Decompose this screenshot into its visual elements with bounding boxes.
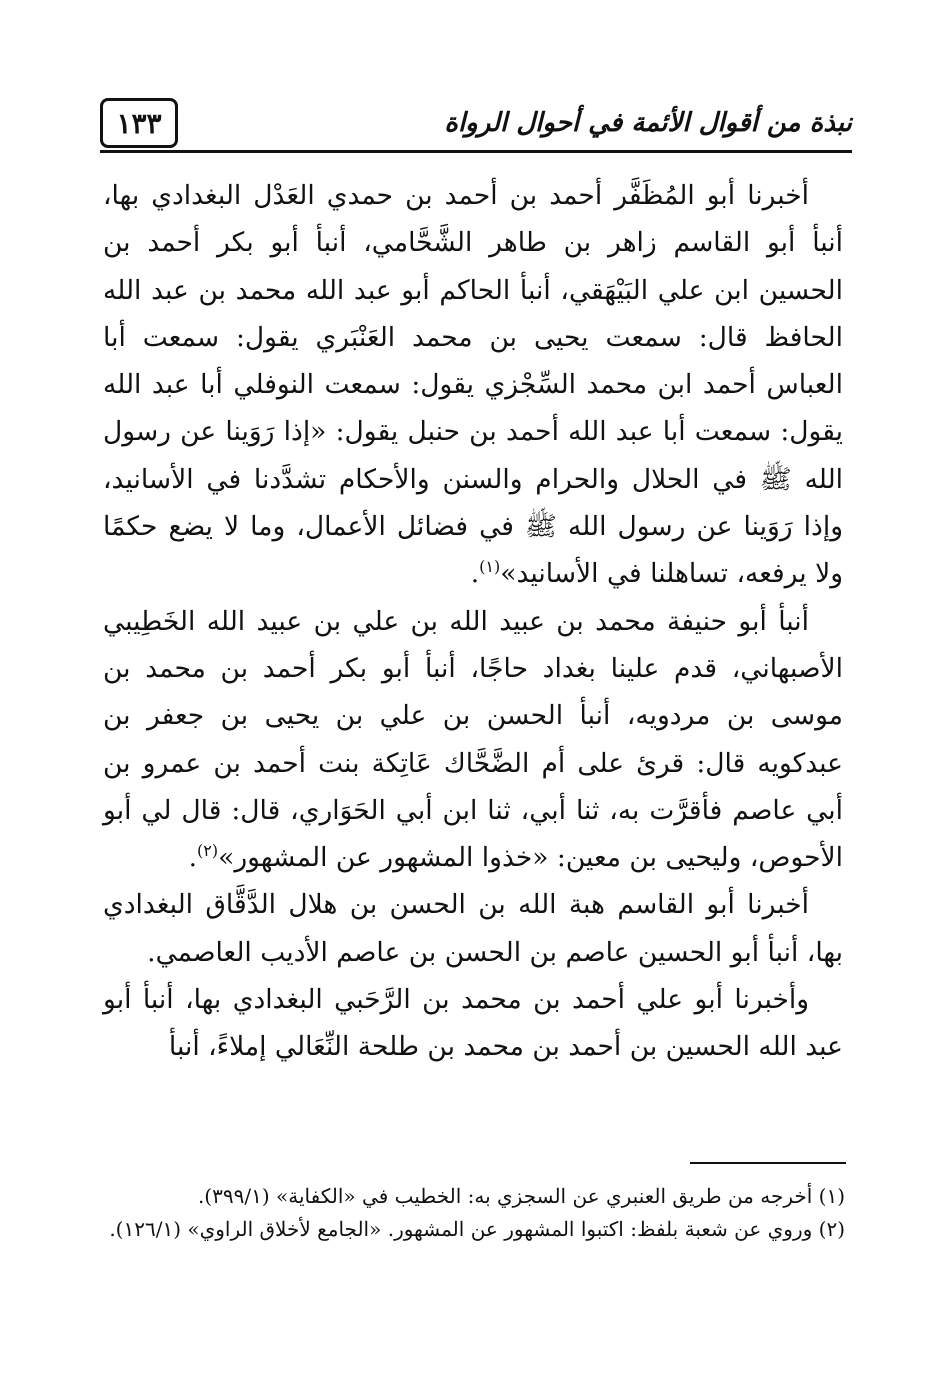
footnote-separator <box>690 1162 846 1164</box>
paragraph-1-end: . <box>470 558 480 590</box>
footnote-ref-2[interactable]: (٢) <box>197 841 219 861</box>
footnote-ref-1[interactable]: (١) <box>479 557 501 577</box>
page-header <box>100 98 852 150</box>
paragraph-4-text: وأخبرنا أبو علي أحمد بن محمد بن الرَّحَبي البغدادي بها، أنبأ أبو عبد الله الحسين بن أحمد بن محمد بن طلحة النِّعَالي إملاءً، أنبأ <box>103 984 843 1063</box>
footnote-2: (٢) وروي عن شعبة بلفظ: اكتبوا المشهور عن المشهور. «الجامع لأخلاق الراوي» (١٢٦/١). <box>109 1217 845 1241</box>
paragraph-3-text: أخبرنا أبو القاسم هبة الله بن الحسن بن هلال الدَّقَّاق البغدادي بها، أنبأ أبو الحسين عاصم بن الحسن بن عاصم الأديب العاصمي. <box>103 889 843 968</box>
header-rule <box>100 150 852 153</box>
paragraph-3 <box>103 881 843 976</box>
paragraph-1 <box>103 172 843 598</box>
footnotes <box>103 1180 845 1246</box>
body-text <box>103 172 843 1071</box>
paragraph-1-text: أخبرنا أبو المُظَفَّر أحمد بن أحمد بن حمدي العَدْل البغدادي بها، أنبأ أبو القاسم زاهر بن طاهر الشَّحَّامي، أنبأ أبو بكر أحمد بن الحسين ابن علي البَيْهَقي، أنبأ الحاكم أبو عبد الله محمد بن عبد الله الحافظ قال: سمعت يحيى بن محمد العَنْبَري يقول: سمعت أبا العباس أحمد ابن محمد السِّجْزي يقول: سمعت النوفلي أبا عبد الله يقول: سمعت أبا عبد الله أحمد بن حنبل يقول: «إذا رَوَينا عن رسول الله ﷺ في الحلال والحرام والسنن والأحكام تشدَّدنا في الأسانيد، وإذا رَوَينا عن رسول الله ﷺ في فضائل الأعمال، وما لا يضع حكمًا ولا يرفعه، تساهلنا في الأسانيد» <box>103 180 843 590</box>
paragraph-2-text: أنبأ أبو حنيفة محمد بن عبيد الله بن علي بن عبيد الله الخَطِيبي الأصبهاني، قدم علينا بغداد حاجًا، أنبأ أبو بكر أحمد بن محمد بن موسى بن مردويه، أنبأ الحسن بن علي بن يحيى بن جعفر بن عبدكويه قال: قرئ على أم الضَّحَّاك عَاتِكة بنت أحمد بن عمرو بن أبي عاصم فأقرَّت به، ثنا أبي، ثنا ابن أبي الحَوَاري، قال: قال لي أبو الأحوص، وليحيى بن معين: «خذوا المشهور عن المشهور» <box>103 605 843 874</box>
footnote-1: (١) أخرجه من طريق العنبري عن السجزي به: الخطيب في «الكفاية» (٣٩٩/١). <box>197 1184 845 1208</box>
page-number: ١٣٣ <box>100 98 178 148</box>
paragraph-2 <box>103 598 843 882</box>
running-title: نبذة من أقوال الأئمة في أحوال الرواة <box>444 108 852 138</box>
paragraph-2-end: . <box>188 842 198 874</box>
paragraph-4 <box>103 976 843 1071</box>
